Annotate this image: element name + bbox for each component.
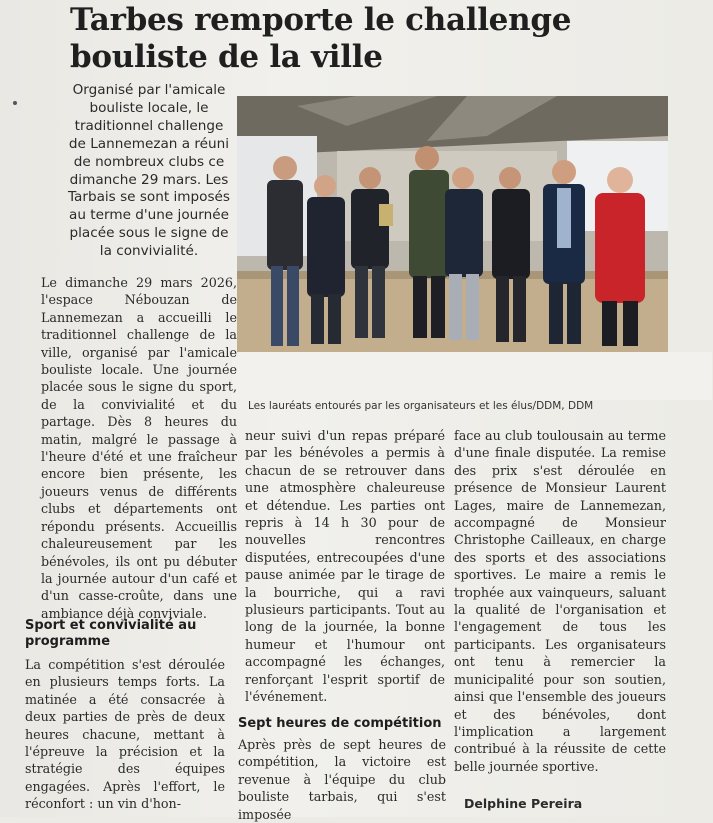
column-3 — [454, 427, 666, 775]
column-2-bottom — [238, 736, 446, 823]
subhead-sport-convivialite: Sport et convivialité au programme — [25, 618, 197, 649]
body-paragraph-3: neur suivi d'un repas préparé par les bénévoles a permis à chacun de se retrouver dans une atmosphère chaleureuse et détendue. Les parties ont repris à 14 h 30 pour de nouvelles rencontres disputées, entrecoupées d'une pause animée par le tirage de la bourriche, qui a ravi plusieurs participants. Tout au long de la journée, la bonne humeur et l'humour ont accompagné les échanges, renforçant l'esprit sportif de l'événement. — [245, 428, 445, 705]
margin-dot — [13, 101, 17, 105]
photo-border — [232, 352, 712, 400]
column-1-top — [41, 274, 237, 622]
article-photo — [237, 96, 668, 352]
photo-illustration — [237, 96, 668, 352]
body-paragraph-1: Le dimanche 29 mars 2026, l'espace Nébouzan de Lannemezan a accueilli le traditionnel challenge de la ville, organisé par l'amicale bouliste locale. Une journée placée sous le signe du sport, de la convivialité et du partage. Dès 8 heures du matin, malgré le passage à l'heure d'été et une fraîcheur encore bien présente, les joueurs venus de différents clubs et départements ont répondu présents. Accueillis chaleureusement par les bénévoles, ils ont pu débuter la journée autour d'un café et d'un casse-croûte, dans une ambiance déjà conviviale. — [41, 275, 237, 621]
column-1-bottom — [25, 656, 225, 813]
headline-line-1: Tarbes remporte le challenge — [70, 2, 572, 38]
lead-paragraph: Organisé par l'amicale bouliste locale, le traditionnel challenge de Lannemezan a réuni de nombreux clubs ce dimanche 29 mars. Les Tarbais se sont imposés au terme d'une journée placée sous le signe de la convivialité. — [67, 82, 231, 260]
subhead-sept-heures: Sept heures de compétition — [238, 716, 442, 731]
body-paragraph-4: Après près de sept heures de compétition, la victoire est revenue à l'équipe du club bouliste tarbais, qui s'est imposée — [238, 737, 446, 822]
author-signature: Delphine Pereira — [464, 796, 583, 811]
photo-caption: Les lauréats entourés par les organisateurs et les élus/DDM, DDM — [248, 400, 594, 412]
column-2 — [245, 427, 445, 706]
headline-line-2: bouliste de la ville — [70, 39, 383, 75]
body-paragraph-2: La compétition s'est déroulée en plusieurs temps forts. La matinée a été consacrée à deux parties de près de deux heures chacune, mettant à l'épreuve la précision et la stratégie des équipes engagées. Après l'effort, le réconfort : un vin d'hon- — [25, 657, 225, 812]
headline — [70, 2, 690, 76]
body-paragraph-5: face au club toulousain au terme d'une finale disputée. La remise des prix s'est déroulée en présence de Monsieur Laurent Lages, maire de Lannemezan, accompagné de Monsieur Christophe Cailleaux, en charge des sports et des associations sportives. Le maire a remis le trophée aux vainqueurs, saluant la qualité de l'organisation et l'engagement de tous les participants. Les organisateurs ont tenu à remercier la municipalité pour son soutien, ainsi que l'ensemble des joueurs et des bénévoles, dont l'implication a largement contribué à la réussite de cette belle journée sportive. — [454, 428, 666, 774]
